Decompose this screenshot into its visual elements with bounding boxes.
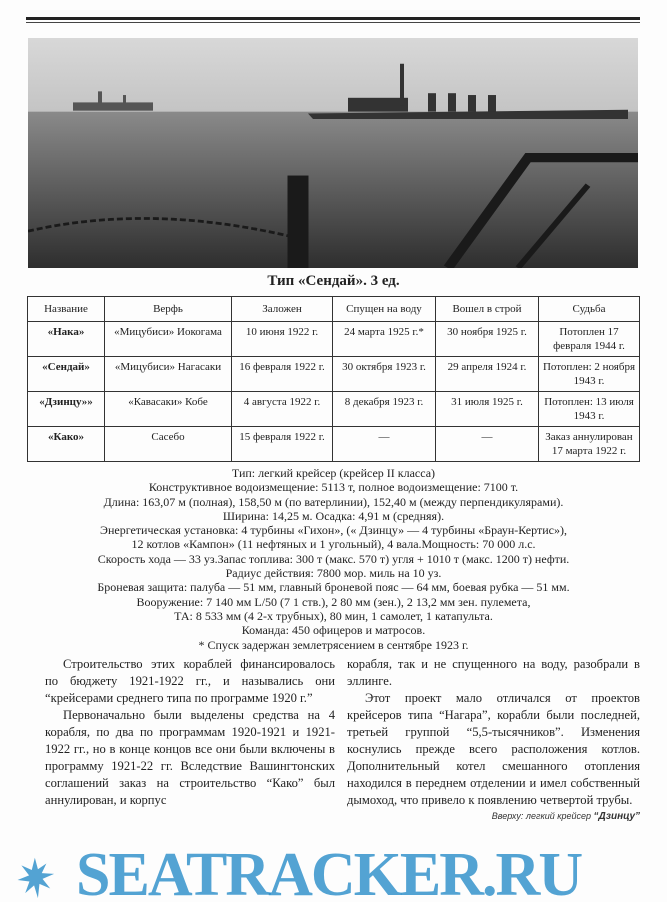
- col-header-laid-down: Заложен: [232, 297, 333, 322]
- paragraph: Этот проект мало отличался от проектов крейсеров типа “Нагара”, корабли были последней, третьей группой “5,5-тысячников”. Изменения коснулись прежде всего расположения котлов. Дополнительный котел смешанного отопления находился в переднем отделении и имел собственный дымоход, что привело к появлению четвертой трубы.: [347, 691, 640, 807]
- table-row: [28, 322, 640, 357]
- table-header-row: [28, 297, 640, 322]
- cell: «Нака»: [28, 322, 105, 357]
- cell: Заказ аннулирован 17 марта 1922 г.: [539, 427, 640, 462]
- spec-line: Энергетическая установка: 4 турбины «Гихон», (« Дзинцу» — 4 турбины «Браун-Кертис»),: [100, 523, 567, 538]
- cell: «Мицубиси» Иокогама: [105, 322, 232, 357]
- spec-line: Команда: 450 офицеров и матросов.: [241, 623, 426, 638]
- cell: Потоплен: 13 июля 1943 г.: [539, 392, 640, 427]
- spec-line: Конструктивное водоизмещение: 5113 т, полное водоизмещение: 7100 т.: [148, 480, 519, 495]
- cell: 24 марта 1925 г.*: [333, 322, 436, 357]
- caption-text: Вверху: легкий крейсер: [491, 811, 591, 821]
- table-row: [28, 357, 640, 392]
- caption-ship: “Дзинцу”: [593, 811, 640, 822]
- cell: 10 июня 1922 г.: [232, 322, 333, 357]
- left-column: [45, 656, 335, 809]
- specifications: [20, 466, 647, 652]
- cell: 30 октября 1923 г.: [333, 357, 436, 392]
- cell: «Кавасаки» Кобе: [105, 392, 232, 427]
- cell: Потоплен 17 февраля 1944 г.: [539, 322, 640, 357]
- cell: «Сендай»: [28, 357, 105, 392]
- ships-table: [27, 296, 640, 462]
- cell: Потоплен: 2 ноября 1943 г.: [539, 357, 640, 392]
- section-title: Тип «Сендай». 3 ед.: [267, 273, 400, 289]
- table-row: [28, 427, 640, 462]
- paragraph: корабля, так и не спущенного на воду, разобрали в эллинге.: [347, 657, 640, 688]
- spec-line: Вооружение: 7 140 мм L/50 (7 1 ств.), 2 80 мм (зен.), 2 13,2 мм зен. пулемета,: [136, 594, 531, 609]
- cell: —: [333, 427, 436, 462]
- table-row: [28, 392, 640, 427]
- spec-line: Тип: легкий крейсер (крейсер II класса): [231, 466, 436, 480]
- cell: «Како»: [28, 427, 105, 462]
- spec-line: Броневая защита: палуба — 51 мм, главный броневой пояс — 64 мм, боевая рубка — 51 мм.: [97, 580, 570, 595]
- paragraph: Первоначально были выделены средства на 4 корабля, по два по программам 1920-1921 и 1921-1922 гг., но в конце концов все они были включены в программу 1921-22 гг. Вследствие Вашингтонских соглашений заказ на строительство “Како” был аннулирован, и корпус: [45, 708, 335, 807]
- cruiser-photo: [28, 38, 638, 268]
- col-header-fate: Судьба: [539, 297, 640, 322]
- paragraph: Строительство этих кораблей финансировалось по бюджету 1921-1922 гг., и назывались они “крейсерами среднего типа по программе 1920 г.”: [45, 657, 335, 705]
- cell: «Мицубиси» Нагасаки: [105, 357, 232, 392]
- col-header-shipyard: Верфь: [105, 297, 232, 322]
- spec-line: ТА: 8 533 мм (4 2-х трубных), 80 мин, 1 самолет, 1 катапульта.: [174, 608, 493, 623]
- cell: 31 июля 1925 г.: [436, 392, 539, 427]
- cell: 16 февраля 1922 г.: [232, 357, 333, 392]
- col-header-launched: Спущен на воду: [333, 297, 436, 322]
- footnote: * Спуск задержан землетрясением в сентябре 1923 г.: [198, 637, 469, 652]
- spec-line: Радиус действия: 7800 мор. миль на 10 уз.: [225, 566, 442, 581]
- spec-line: Скорость хода — 33 уз.Запас топлива: 300 т (макс. 570 т) угля + 1010 т (макс. 1200 т) нефти.: [97, 551, 570, 566]
- photo-caption: [347, 810, 640, 823]
- cell: 15 февраля 1922 г.: [232, 427, 333, 462]
- cell: 30 ноября 1925 г.: [436, 322, 539, 357]
- cell: 4 августа 1922 г.: [232, 392, 333, 427]
- watermark-text: SEATRACKER.RU: [76, 841, 582, 902]
- top-rule: [26, 17, 640, 20]
- top-rule-thin: [26, 22, 640, 23]
- col-header-commissioned: Вошел в строй: [436, 297, 539, 322]
- watermark-star-icon: [8, 850, 64, 900]
- spec-line: Длина: 163,07 м (полная), 158,50 м (по ватерлинии), 152,40 м (между перпендикулярами).: [103, 494, 564, 509]
- col-header-name: Название: [28, 297, 105, 322]
- right-column: [347, 656, 640, 823]
- cell: 8 декабря 1923 г.: [333, 392, 436, 427]
- cell: «Дзинцу»»: [28, 392, 105, 427]
- spec-line: Ширина: 14,25 м. Осадка: 4,91 м (средняя).: [222, 508, 445, 523]
- spec-line: 12 котлов «Кампон» (11 нефтяных и 1 угольный), 4 вала.Мощность: 70 000 л.с.: [131, 537, 536, 552]
- cell: —: [436, 427, 539, 462]
- cell: 29 апреля 1924 г.: [436, 357, 539, 392]
- cell: Сасебо: [105, 427, 232, 462]
